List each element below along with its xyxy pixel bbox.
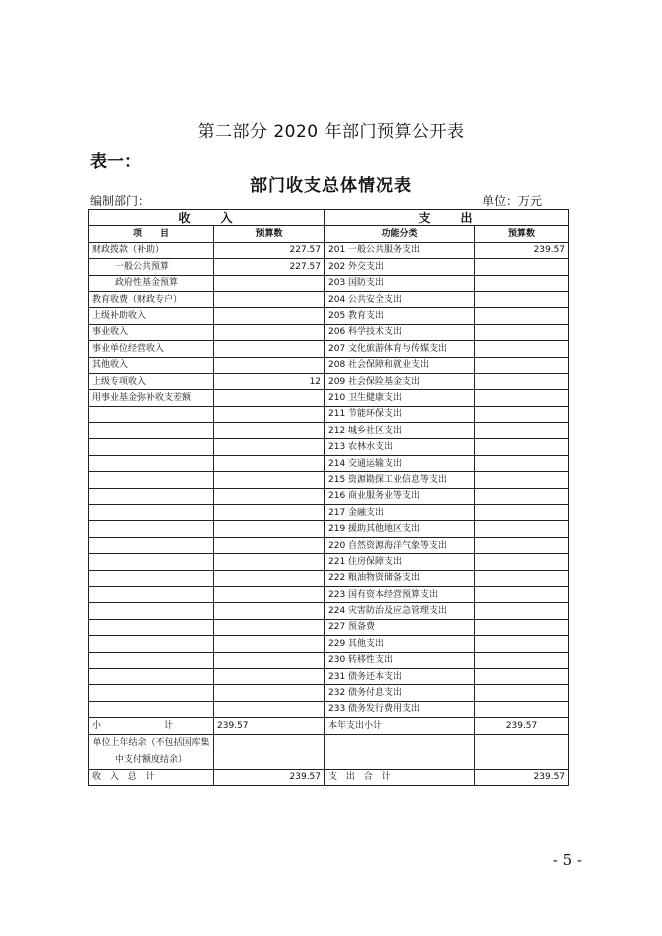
- row-item: 政府性基金预算: [89, 275, 214, 291]
- table-row: [89, 390, 569, 406]
- row-func-budget: [475, 406, 569, 422]
- row-func-budget: 239.57: [475, 242, 569, 258]
- row-item: 财政拨款（补助）: [89, 242, 214, 258]
- row-budget: [214, 275, 325, 291]
- row-item: [89, 488, 214, 504]
- row-item: [89, 685, 214, 701]
- row-func: 211 节能环保支出: [325, 406, 475, 422]
- row-func-budget: [475, 505, 569, 521]
- subtotal-budget: 239.57: [214, 718, 325, 734]
- row-func-budget: [475, 308, 569, 324]
- row-func-budget: [475, 390, 569, 406]
- col-item-header: 项 目: [89, 226, 214, 242]
- table-row: [89, 259, 569, 275]
- carryover-budget: [214, 734, 325, 769]
- row-func-budget: [475, 324, 569, 340]
- row-item: [89, 636, 214, 652]
- table-row: [89, 357, 569, 373]
- carryover-func: [325, 734, 475, 769]
- row-func: 232 债务付息支出: [325, 685, 475, 701]
- row-budget: [214, 357, 325, 373]
- row-func: 209 社会保险基金支出: [325, 373, 475, 389]
- table-label: 表一：: [90, 152, 141, 172]
- row-budget: [214, 554, 325, 570]
- row-budget: 12: [214, 373, 325, 389]
- row-item: [89, 455, 214, 471]
- row-func: 205 教育支出: [325, 308, 475, 324]
- row-budget: 227.57: [214, 242, 325, 258]
- table-row: [89, 275, 569, 291]
- row-item: [89, 439, 214, 455]
- table-row: [89, 554, 569, 570]
- col-func-budget-header: 预算数: [475, 226, 569, 242]
- row-func-budget: [475, 423, 569, 439]
- part-title: 第二部分 2020 年部门预算公开表: [197, 122, 465, 142]
- total-label: 收 入 总 计: [89, 769, 214, 785]
- table-row: [89, 652, 569, 668]
- row-func: 224 灾害防治及应急管理支出: [325, 603, 475, 619]
- carryover-label: 单位上年结余（不包括国库集中支付额度结余）: [89, 734, 214, 769]
- compiler-label: 编制部门：: [90, 194, 151, 208]
- row-budget: [214, 537, 325, 553]
- table-row: [89, 636, 569, 652]
- header-row-sub: [89, 226, 569, 242]
- row-func: 217 金融支出: [325, 505, 475, 521]
- row-budget: [214, 291, 325, 307]
- row-func: 229 其他支出: [325, 636, 475, 652]
- row-func-budget: [475, 652, 569, 668]
- row-func-budget: [475, 668, 569, 684]
- table-row: [89, 308, 569, 324]
- row-func-budget: [475, 636, 569, 652]
- row-func: 201 一般公共服务支出: [325, 242, 475, 258]
- row-item: 事业单位经营收入: [89, 341, 214, 357]
- row-func-budget: [475, 488, 569, 504]
- row-func: 215 资源勘探工业信息等支出: [325, 472, 475, 488]
- row-item: [89, 652, 214, 668]
- table-row: [89, 439, 569, 455]
- row-budget: [214, 619, 325, 635]
- row-budget: [214, 570, 325, 586]
- table-row: [89, 242, 569, 258]
- row-func: 213 农林水支出: [325, 439, 475, 455]
- row-func-budget: [475, 537, 569, 553]
- row-func-budget: [475, 439, 569, 455]
- carryover-func-budget: [475, 734, 569, 769]
- row-item: [89, 701, 214, 717]
- row-item: 事业收入: [89, 324, 214, 340]
- carryover-row: [89, 734, 569, 769]
- row-func-budget: [475, 291, 569, 307]
- col-budget-header: 预算数: [214, 226, 325, 242]
- row-func-budget: [475, 357, 569, 373]
- total-func-label: 支 出 合 计: [325, 769, 475, 785]
- row-item: 上级补助收入: [89, 308, 214, 324]
- row-item: [89, 619, 214, 635]
- income-header: 收 入: [89, 210, 325, 226]
- table-row: [89, 668, 569, 684]
- row-func: 208 社会保障和就业支出: [325, 357, 475, 373]
- row-item: 其他收入: [89, 357, 214, 373]
- row-func-budget: [475, 472, 569, 488]
- table-row: [89, 521, 569, 537]
- total-budget: 239.57: [214, 769, 325, 785]
- table-row: [89, 505, 569, 521]
- row-func-budget: [475, 685, 569, 701]
- row-budget: [214, 505, 325, 521]
- row-item: [89, 505, 214, 521]
- row-func: 210 卫生健康支出: [325, 390, 475, 406]
- budget-table: [88, 209, 569, 786]
- table-row: [89, 685, 569, 701]
- row-func-budget: [475, 701, 569, 717]
- subtotal-func-budget: 239.57: [475, 718, 569, 734]
- subtotal-row: [89, 718, 569, 734]
- page-number: - 5 -: [552, 851, 582, 869]
- row-item: 上级专项收入: [89, 373, 214, 389]
- row-func: 206 科学技术支出: [325, 324, 475, 340]
- unit-label: 单位：万元: [481, 194, 542, 208]
- row-item: [89, 423, 214, 439]
- row-budget: [214, 455, 325, 471]
- table-row: [89, 373, 569, 389]
- row-budget: [214, 701, 325, 717]
- total-row: [89, 769, 569, 785]
- row-func-budget: [475, 603, 569, 619]
- row-func: 219 援助其他地区支出: [325, 521, 475, 537]
- row-budget: [214, 472, 325, 488]
- table-row: [89, 619, 569, 635]
- row-func-budget: [475, 275, 569, 291]
- row-budget: [214, 324, 325, 340]
- table-row: [89, 586, 569, 602]
- row-func: 207 文化旅游体育与传媒支出: [325, 341, 475, 357]
- row-func: 220 自然资源海洋气象等支出: [325, 537, 475, 553]
- row-budget: [214, 668, 325, 684]
- row-func-budget: [475, 586, 569, 602]
- row-func: 216 商业服务业等支出: [325, 488, 475, 504]
- row-func-budget: [475, 259, 569, 275]
- subtotal-func-label: 本年支出小计: [325, 718, 475, 734]
- row-item: [89, 472, 214, 488]
- row-func: 202 外交支出: [325, 259, 475, 275]
- row-func: 221 住房保障支出: [325, 554, 475, 570]
- row-budget: [214, 521, 325, 537]
- row-budget: [214, 439, 325, 455]
- row-item: [89, 586, 214, 602]
- row-item: 用事业基金弥补收支差额: [89, 390, 214, 406]
- table-row: [89, 472, 569, 488]
- row-func-budget: [475, 619, 569, 635]
- row-budget: [214, 586, 325, 602]
- row-item: [89, 603, 214, 619]
- row-budget: [214, 341, 325, 357]
- row-func: 231 债务还本支出: [325, 668, 475, 684]
- table-row: [89, 455, 569, 471]
- row-item: [89, 537, 214, 553]
- row-func: 227 预备费: [325, 619, 475, 635]
- row-budget: 227.57: [214, 259, 325, 275]
- row-item: [89, 570, 214, 586]
- row-func: 203 国防支出: [325, 275, 475, 291]
- row-item: [89, 554, 214, 570]
- row-func: 230 转移性支出: [325, 652, 475, 668]
- subtotal-label: 小 计: [89, 718, 214, 734]
- row-budget: [214, 423, 325, 439]
- table-row: [89, 423, 569, 439]
- table-row: [89, 570, 569, 586]
- row-func-budget: [475, 373, 569, 389]
- row-item: [89, 406, 214, 422]
- row-budget: [214, 406, 325, 422]
- row-func: 212 城乡社区支出: [325, 423, 475, 439]
- row-item: [89, 521, 214, 537]
- row-budget: [214, 685, 325, 701]
- row-func-budget: [475, 455, 569, 471]
- expense-header: 支 出: [325, 210, 569, 226]
- table-row: [89, 341, 569, 357]
- row-func-budget: [475, 341, 569, 357]
- row-budget: [214, 488, 325, 504]
- header-row-main: [89, 210, 569, 226]
- row-item: 教育收费（财政专户）: [89, 291, 214, 307]
- row-item: [89, 668, 214, 684]
- row-budget: [214, 603, 325, 619]
- table-row: [89, 291, 569, 307]
- row-func: 214 交通运输支出: [325, 455, 475, 471]
- table-row: [89, 488, 569, 504]
- table-row: [89, 406, 569, 422]
- row-func-budget: [475, 570, 569, 586]
- total-func-budget: 239.57: [475, 769, 569, 785]
- row-func: 233 债务发行费用支出: [325, 701, 475, 717]
- table-row: [89, 603, 569, 619]
- row-budget: [214, 636, 325, 652]
- row-budget: [214, 308, 325, 324]
- row-func: 222 粮油物资储备支出: [325, 570, 475, 586]
- row-func: 223 国有资本经营预算支出: [325, 586, 475, 602]
- table-row: [89, 537, 569, 553]
- col-func-header: 功能分类: [325, 226, 475, 242]
- row-func-budget: [475, 521, 569, 537]
- row-func-budget: [475, 554, 569, 570]
- table-title: 部门收支总体情况表: [250, 176, 412, 196]
- row-budget: [214, 652, 325, 668]
- table-row: [89, 701, 569, 717]
- row-budget: [214, 390, 325, 406]
- row-item: 一般公共预算: [89, 259, 214, 275]
- table-row: [89, 324, 569, 340]
- row-func: 204 公共安全支出: [325, 291, 475, 307]
